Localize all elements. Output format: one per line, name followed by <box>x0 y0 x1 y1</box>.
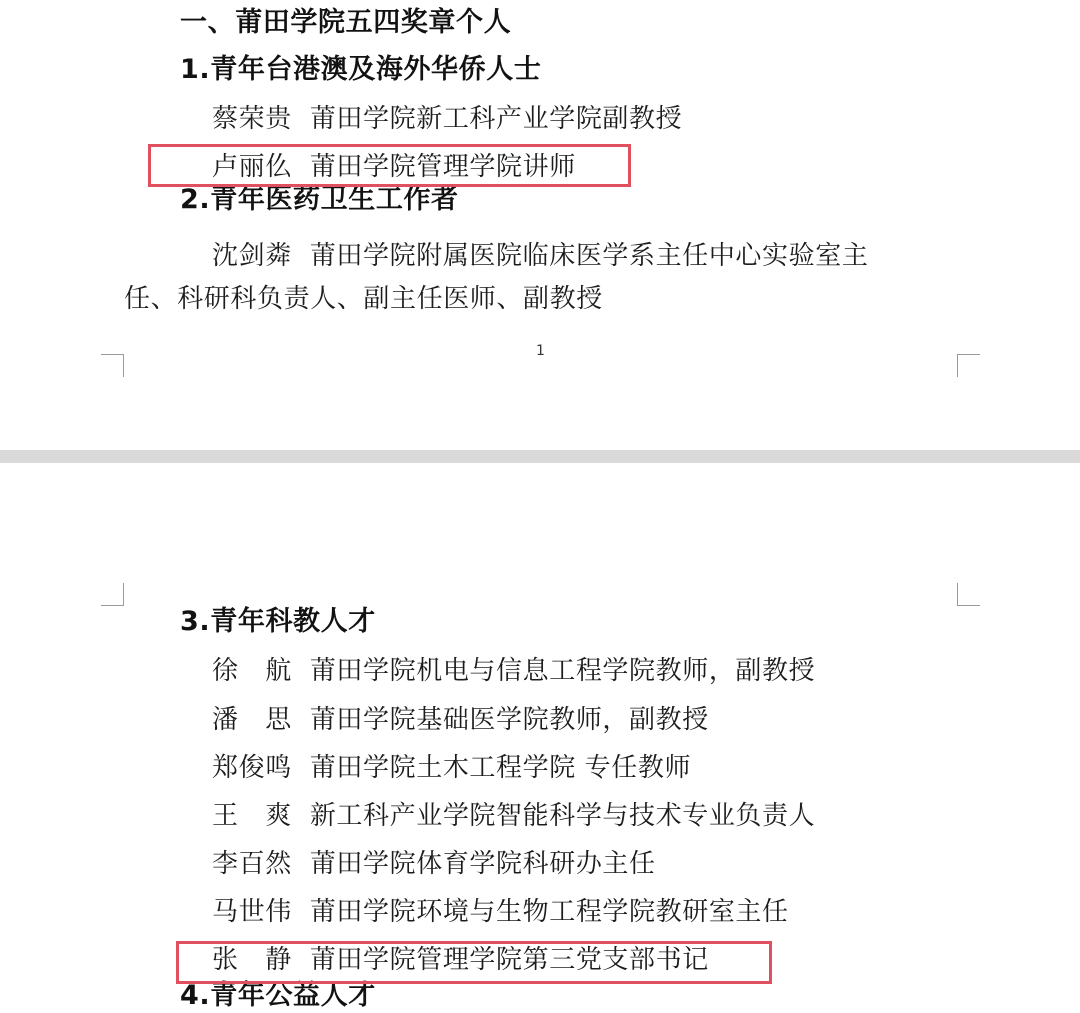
page-separator <box>0 450 1080 463</box>
entry-description: 莆田学院新工科产业学院副教授 <box>309 104 683 134</box>
category-title-3: 3.青年科教人才 <box>180 606 376 637</box>
entry-name: 马世伟 <box>212 897 292 927</box>
entry-description: 新工科产业学院智能科学与技术专业负责人 <box>309 801 816 831</box>
entry-description: 莆田学院管理学院第三党支部书记 <box>309 945 709 975</box>
entry-name: 王 爽 <box>212 801 292 831</box>
entry-name: 沈剑粦 <box>212 241 292 271</box>
list-item <box>212 654 815 688</box>
list-item <box>212 799 815 833</box>
entry-name: 徐 航 <box>212 656 292 686</box>
entry-continuation: 任、科研科负责人、副主任医师、副教授 <box>124 284 603 314</box>
list-item <box>212 943 709 977</box>
margin-corner-mark <box>101 354 124 377</box>
entry-name: 卢丽仫 <box>212 152 292 182</box>
list-item <box>212 102 682 136</box>
entry-name: 潘 思 <box>212 705 292 735</box>
list-item <box>212 895 789 929</box>
margin-corner-mark <box>957 583 980 606</box>
category-title-2: 2.青年医药卫生工作者 <box>180 184 459 215</box>
entry-description: 莆田学院土木工程学院 专任教师 <box>309 753 692 783</box>
entry-name: 郑俊鸣 <box>212 753 292 783</box>
list-item <box>212 751 691 785</box>
entry-description: 莆田学院机电与信息工程学院教师，副教授 <box>309 656 816 686</box>
entry-name: 蔡荣贵 <box>212 104 292 134</box>
entry-name: 张 静 <box>212 945 292 975</box>
list-item <box>212 239 868 273</box>
page-number: 1 <box>536 343 545 359</box>
entry-description: 莆田学院附属医院临床医学系主任中心实验室主 <box>309 241 869 271</box>
entry-description: 莆田学院环境与生物工程学院教研室主任 <box>309 897 789 927</box>
list-item <box>212 150 576 184</box>
list-item <box>212 847 656 881</box>
entry-description: 莆田学院体育学院科研办主任 <box>309 849 656 879</box>
document-page-2 <box>0 463 1080 1011</box>
category-title-4: 4.青年公益人才 <box>180 980 376 1011</box>
category-title-1: 1.青年台港澳及海外华侨人士 <box>180 54 542 85</box>
list-item <box>212 703 709 737</box>
section-title: 一、莆田学院五四奖章个人 <box>180 7 512 38</box>
entry-description: 莆田学院基础医学院教师，副教授 <box>309 705 709 735</box>
margin-corner-mark <box>957 354 980 377</box>
document-page-1 <box>0 0 1080 450</box>
entry-name: 李百然 <box>212 849 292 879</box>
margin-corner-mark <box>101 583 124 606</box>
entry-description: 莆田学院管理学院讲师 <box>309 152 576 182</box>
